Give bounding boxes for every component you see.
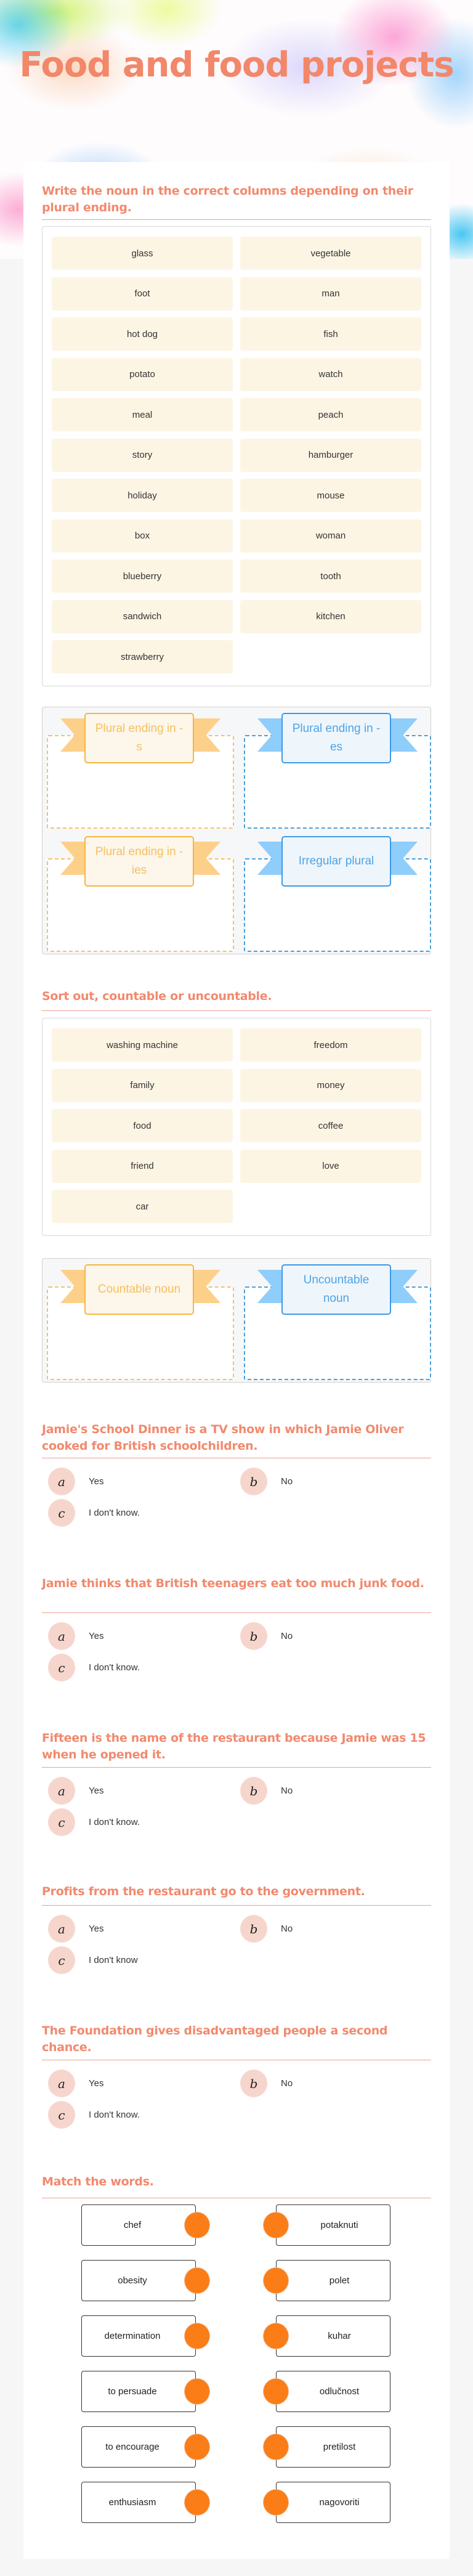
option-letter-badge[interactable]: b: [240, 1777, 267, 1805]
category-label: Plural ending in -s: [84, 713, 194, 763]
option-letter-badge[interactable]: a: [48, 1622, 75, 1650]
category-column: [244, 713, 431, 836]
word-tile[interactable]: hot dog: [52, 317, 233, 351]
word-tile[interactable]: man: [240, 277, 421, 311]
connector-dot[interactable]: [184, 2489, 210, 2516]
word-tile[interactable]: watch: [240, 358, 421, 391]
category-column: [47, 1264, 234, 1388]
answer-option[interactable]: [48, 1777, 103, 1805]
question: [42, 2023, 431, 2123]
page-title: Food and food projects: [19, 45, 454, 85]
connector-dot[interactable]: [263, 2212, 289, 2238]
answer-option[interactable]: [48, 2070, 103, 2097]
word-tile[interactable]: glass: [52, 237, 233, 270]
match-left-item: enthusiasm: [81, 2482, 196, 2523]
connector-dot[interactable]: [263, 2434, 289, 2460]
match-left-item: chef: [81, 2204, 196, 2246]
answer-option[interactable]: [240, 2070, 293, 2097]
word-tile[interactable]: potato: [52, 358, 233, 391]
word-bank: [42, 226, 431, 686]
word-tile[interactable]: story: [52, 439, 233, 472]
word-tile[interactable]: peach: [240, 398, 421, 431]
option-letter-badge[interactable]: b: [240, 1622, 267, 1650]
option-letter-badge[interactable]: c: [48, 1946, 75, 1974]
word-tile[interactable]: sandwich: [52, 600, 233, 633]
answer-option[interactable]: [48, 1468, 103, 1495]
category-column: [47, 836, 234, 959]
match-left-item: obesity: [81, 2260, 196, 2301]
option-label: No: [281, 2078, 293, 2089]
word-tile[interactable]: kitchen: [240, 600, 421, 633]
matching-section: [42, 2174, 431, 2508]
connector-dot[interactable]: [184, 2434, 210, 2460]
word-tile[interactable]: woman: [240, 519, 421, 553]
word-tile[interactable]: car: [52, 1190, 233, 1223]
connector-dot[interactable]: [263, 2378, 289, 2405]
match-right-item: nagovoriti: [276, 2482, 390, 2523]
divider: [42, 1010, 431, 1011]
category-label: Countable noun: [84, 1264, 194, 1315]
answer-option[interactable]: [240, 1468, 293, 1495]
section-heading: Write the noun in the correct columns depending on their plural ending.: [42, 184, 413, 214]
answer-option[interactable]: [48, 1946, 138, 1974]
connector-dot[interactable]: [263, 2267, 289, 2294]
word-tile[interactable]: family: [52, 1069, 233, 1102]
question-text: Jamie thinks that British teenagers eat too much junk food.: [42, 1577, 424, 1590]
word-tile[interactable]: freedom: [240, 1028, 421, 1062]
option-label: Yes: [89, 1631, 104, 1641]
word-tile[interactable]: coffee: [240, 1109, 421, 1142]
word-tile[interactable]: tooth: [240, 559, 421, 593]
option-label: I don't know.: [89, 1817, 140, 1827]
word-tile[interactable]: vegetable: [240, 237, 421, 270]
option-letter-badge[interactable]: a: [48, 1915, 75, 1943]
connector-dot[interactable]: [184, 2267, 210, 2294]
match-right-item: odlučnost: [276, 2371, 390, 2412]
question-text: Jamie's School Dinner is a TV show in which Jamie Oliver cooked for British schoolchildren.: [42, 1423, 404, 1453]
question-text: Fifteen is the name of the restaurant because Jamie was 15 when he opened it.: [42, 1731, 426, 1761]
option-label: Yes: [89, 2078, 104, 2089]
option-label: I don't know.: [89, 1662, 140, 1673]
category-column: [244, 1264, 431, 1388]
option-label: No: [281, 1924, 293, 1934]
option-label: I don't know: [89, 1955, 138, 1965]
option-label: I don't know.: [89, 1508, 140, 1518]
question-text: The Foundation gives disadvantaged people a second chance.: [42, 2024, 388, 2054]
word-tile[interactable]: money: [240, 1069, 421, 1102]
word-tile[interactable]: friend: [52, 1150, 233, 1183]
option-label: Yes: [89, 1924, 104, 1934]
option-letter-badge[interactable]: b: [240, 1468, 267, 1495]
divider: [42, 219, 431, 220]
match-left-item: to encourage: [81, 2426, 196, 2468]
word-tile[interactable]: washing machine: [52, 1028, 233, 1062]
worksheet-card: [23, 162, 450, 2559]
category-label: Uncountable noun: [281, 1264, 391, 1315]
word-tile[interactable]: mouse: [240, 479, 421, 512]
answer-option[interactable]: [48, 1808, 140, 1836]
category-column: [47, 713, 234, 836]
option-label: Yes: [89, 1786, 104, 1796]
match-right-item: potaknuti: [276, 2204, 390, 2246]
section2: [42, 988, 431, 1305]
divider: [42, 1612, 431, 1613]
option-label: Yes: [89, 1476, 104, 1487]
section-heading: Sort out, countable or uncountable.: [42, 989, 272, 1003]
match-right-item: pretilost: [276, 2426, 390, 2468]
divider: [42, 1905, 431, 1906]
word-tile[interactable]: strawberry: [52, 640, 233, 673]
connector-dot[interactable]: [263, 2489, 289, 2516]
word-tile[interactable]: fish: [240, 317, 421, 351]
answer-option[interactable]: [240, 1777, 293, 1805]
option-letter-badge[interactable]: b: [240, 1915, 267, 1943]
word-tile[interactable]: meal: [52, 398, 233, 431]
option-letter-badge[interactable]: c: [48, 1808, 75, 1836]
section-heading: Match the words.: [42, 2175, 154, 2188]
word-tile[interactable]: holiday: [52, 479, 233, 512]
word-tile[interactable]: hamburger: [240, 439, 421, 472]
question: [42, 1883, 431, 1968]
match-right-item: kuhar: [276, 2315, 390, 2357]
category-label: Plural ending in -ies: [84, 836, 194, 887]
option-letter-badge[interactable]: c: [48, 1499, 75, 1527]
answer-option[interactable]: [48, 1654, 140, 1681]
match-left-item: determination: [81, 2315, 196, 2357]
match-right-item: polet: [276, 2260, 390, 2301]
answer-option[interactable]: [48, 1622, 103, 1650]
connector-dot[interactable]: [263, 2323, 289, 2349]
word-tile[interactable]: box: [52, 519, 233, 553]
question: [42, 1730, 431, 1830]
question: [42, 1421, 431, 1521]
question-text: Profits from the restaurant go to the government.: [42, 1885, 365, 1898]
option-letter-badge[interactable]: a: [48, 2070, 75, 2097]
option-label: No: [281, 1476, 293, 1487]
divider: [42, 1767, 431, 1768]
category-label: Plural ending in -es: [281, 713, 391, 763]
answer-option[interactable]: [240, 1622, 293, 1650]
option-letter-badge[interactable]: a: [48, 1468, 75, 1495]
word-tile[interactable]: love: [240, 1150, 421, 1183]
connector-dot[interactable]: [184, 2378, 210, 2405]
match-left-item: to persuade: [81, 2371, 196, 2412]
category-board: [42, 707, 431, 954]
word-tile[interactable]: foot: [52, 277, 233, 311]
option-letter-badge[interactable]: b: [240, 2070, 267, 2097]
section1: [42, 183, 431, 877]
answer-option[interactable]: [48, 2101, 140, 2129]
category-board: [42, 1258, 431, 1383]
answer-option[interactable]: [48, 1499, 140, 1527]
word-tile[interactable]: blueberry: [52, 559, 233, 593]
question: [42, 1575, 431, 1675]
option-letter-badge[interactable]: c: [48, 1654, 75, 1681]
connector-dot[interactable]: [184, 2212, 210, 2238]
word-bank: [42, 1018, 431, 1236]
answer-option[interactable]: [240, 1915, 293, 1943]
option-label: No: [281, 1786, 293, 1796]
option-label: No: [281, 1631, 293, 1641]
answer-option[interactable]: [48, 1915, 103, 1943]
category-label: Irregular plural: [281, 836, 391, 887]
connector-dot[interactable]: [184, 2323, 210, 2349]
option-letter-badge[interactable]: a: [48, 1777, 75, 1805]
option-label: I don't know.: [89, 2110, 140, 2120]
word-tile[interactable]: food: [52, 1109, 233, 1142]
option-letter-badge[interactable]: c: [48, 2101, 75, 2129]
category-column: [244, 836, 431, 959]
